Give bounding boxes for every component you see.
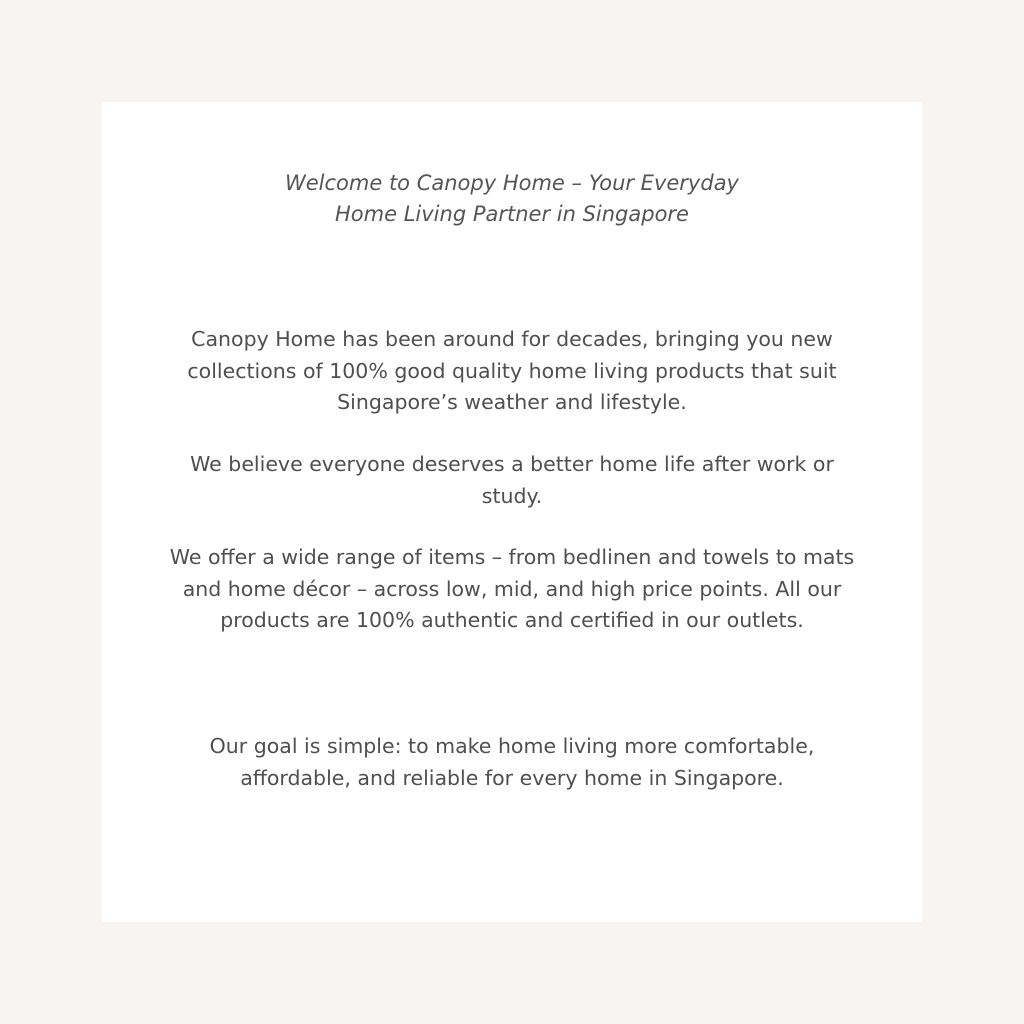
- goal-paragraph: Our goal is simple: to make home living more comfortable, affordable, and reliable for every home in Singapore.: [209, 734, 815, 790]
- intro-paragraph: Canopy Home has been around for decades, bringing you new collections of 100% good quality home living products that suit Singapore’s weather and lifestyle.: [187, 327, 837, 414]
- content-card: [102, 102, 922, 922]
- belief-paragraph: We believe everyone deserves a better home life after work or study.: [190, 452, 834, 508]
- offer-paragraph: We offer a wide range of items – from bedlinen and towels to mats and home décor – across low, mid, and high price points. All our products are 100% authentic and certified in our outlets.: [169, 545, 855, 632]
- page-title: Welcome to Canopy Home – Your Everyday Home Living Partner in Singapore: [284, 171, 739, 226]
